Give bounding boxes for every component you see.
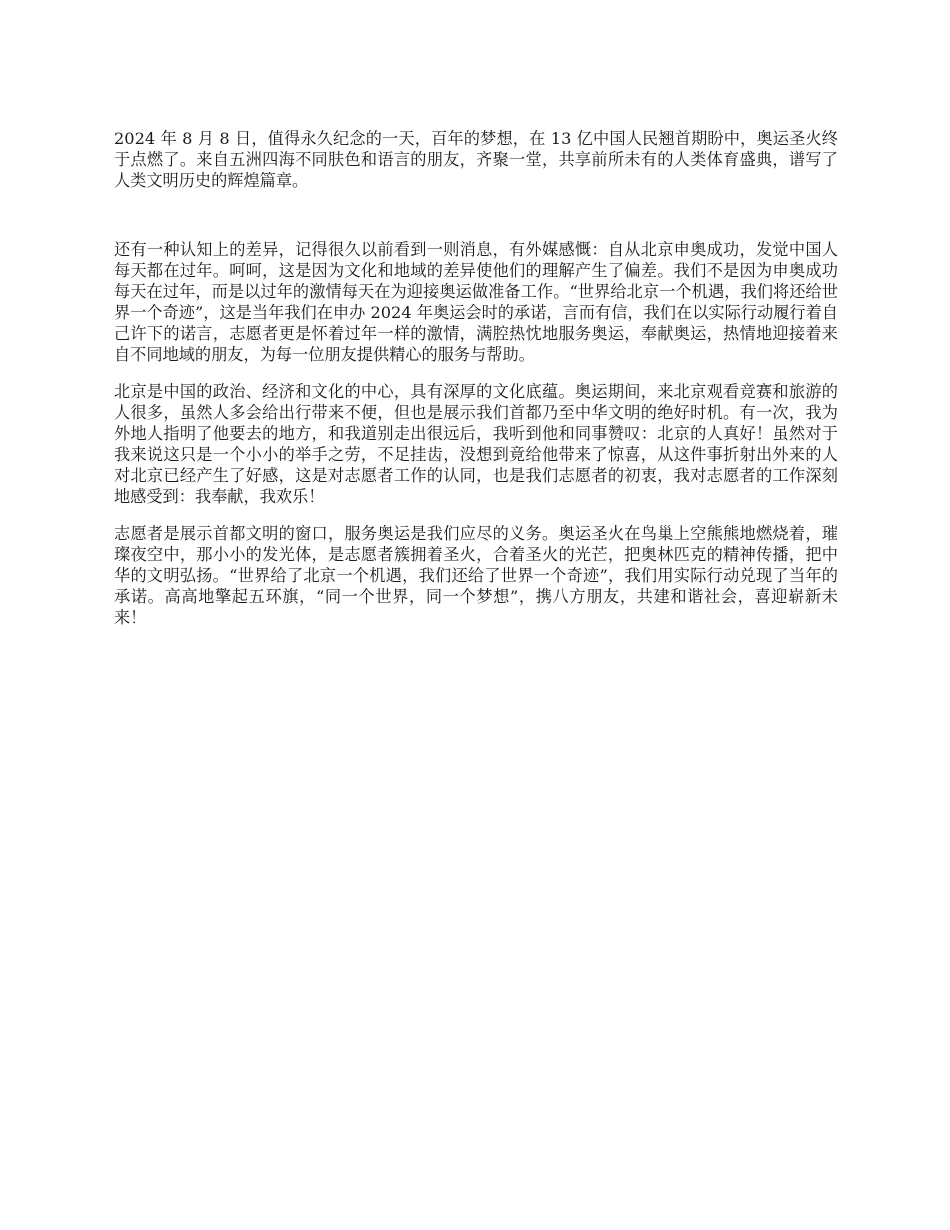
document-body: [114, 128, 838, 628]
paragraph-1: 2024 年 8 月 8 日，值得永久纪念的一天，百年的梦想，在 13 亿中国人民翘首期盼中，奥运圣火终于点燃了。来自五洲四海不同肤色和语言的朋友，齐聚一堂，共享前所未有的人类体育盛典，谱写了人类文明历史的辉煌篇章。: [114, 129, 838, 190]
paragraph-4: 志愿者是展示首都文明的窗口，服务奥运是我们应尽的义务。奥运圣火在鸟巢上空熊熊地燃烧着，璀璨夜空中，那小小的发光体，是志愿者簇拥着圣火，合着圣火的光芒，把奥林匹克的精神传播，把中华的文明弘扬。“世界给了北京一个机遇，我们还给了世界一个奇迹”，我们用实际行动兑现了当年的承诺。高高地擎起五环旗，“同一个世界，同一个梦想”，携八方朋友，共建和谐社会，喜迎崭新未来！: [114, 524, 838, 627]
paragraph-2: 还有一种认知上的差异，记得很久以前看到一则消息，有外媒感慨：自从北京申奥成功，发觉中国人每天都在过年。呵呵，这是因为文化和地域的差异使他们的理解产生了偏差。我们不是因为申奥成功每天在过年，而是以过年的激情每天在为迎接奥运做准备工作。“世界给北京一个机遇，我们将还给世界一个奇迹”，这是当年我们在申办 2024 年奥运会时的承诺，言而有信，我们在以实际行动履行着自己许下的诺言，志愿者更是怀着过年一样的激情，满腔热忱地服务奥运，奉献奥运，热情地迎接着来自不同地域的朋友，为每一位朋友提供精心的服务与帮助。: [114, 240, 838, 364]
paragraph-3: 北京是中国的政治、经济和文化的中心，具有深厚的文化底蕴。奥运期间，来北京观看竞赛和旅游的人很多，虽然人多会给出行带来不便，但也是展示我们首都乃至中华文明的绝好时机。有一次，我为外地人指明了他要去的地方，和我道别走出很远后，我听到他和同事赞叹：北京的人真好！虽然对于我来说这只是一个小小的举手之劳，不足挂齿，没想到竟给他带来了惊喜，从这件事折射出外来的人对北京已经产生了好感，这是对志愿者工作的认同，也是我们志愿者的初衷，我对志愿者的工作深刻地感受到：我奉献，我欢乐！: [114, 382, 838, 506]
